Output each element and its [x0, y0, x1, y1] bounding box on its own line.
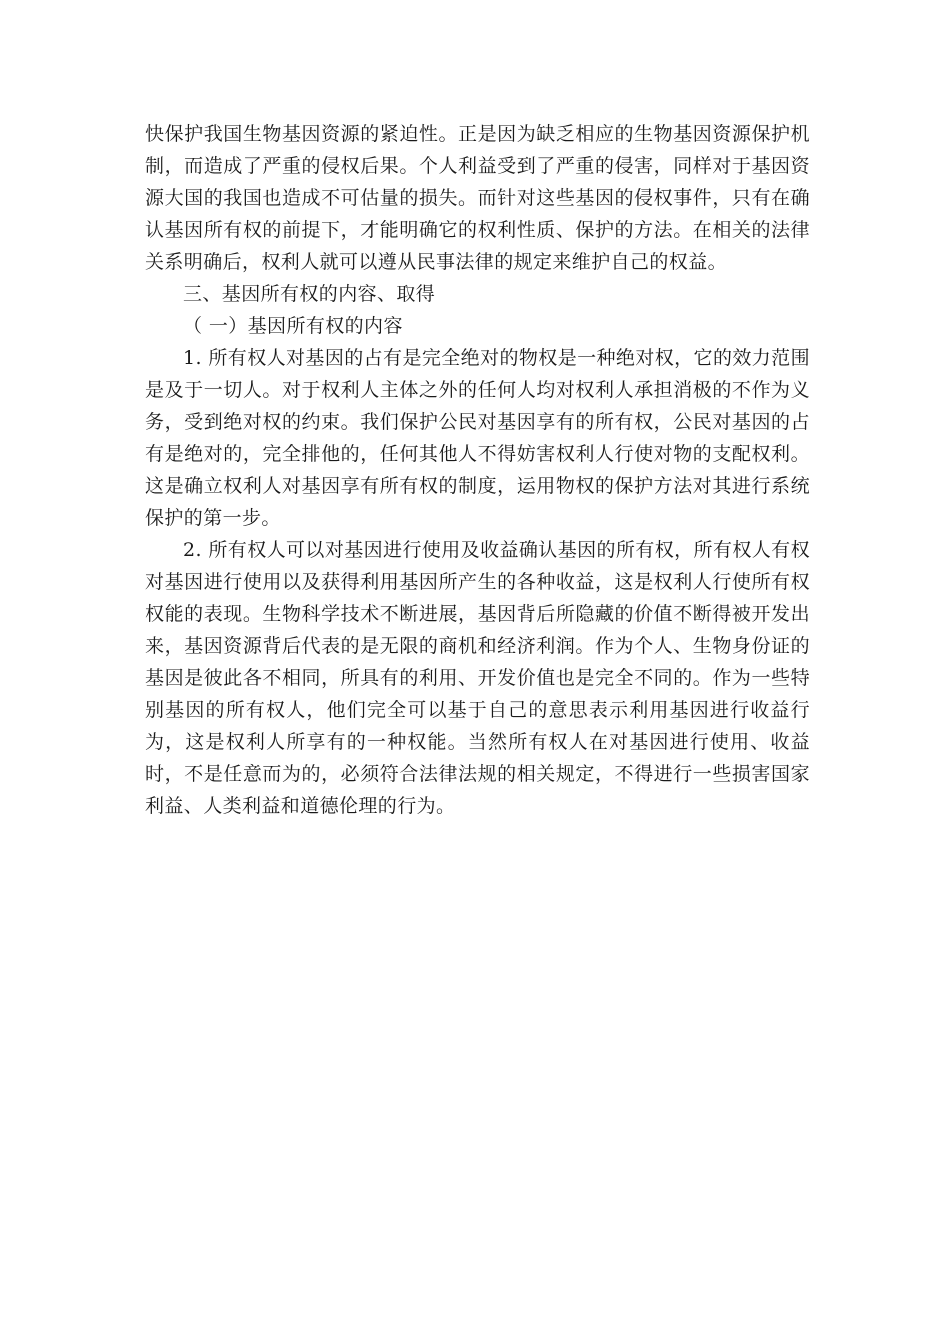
paragraph-item-1: 1. 所有权人对基因的占有是完全绝对的物权是一种绝对权，它的效力范围是及于一切人。对于权利人主体之外的任何人均对权利人承担消极的不作为义务，受到绝对权的约束。我们保护公民对基因享有的所有权，公民对基因的占有是绝对的，完全排他的，任何其他人不得妨害权利人行使对物的支配权利。这是确立权利人对基因享有所有权的制度，运用物权的保护方法对其进行系统保护的第一步。 — [145, 347, 810, 529]
subsection-heading: （ 一）基因所有权的内容 — [183, 315, 403, 337]
document-body — [145, 118, 810, 822]
paragraph-continued: 快保护我国生物基因资源的紧迫性。正是因为缺乏相应的生物基因资源保护机制，而造成了严重的侵权后果。个人利益受到了严重的侵害，同样对于基因资源大国的我国也造成不可估量的损失。而针对这些基因的侵权事件，只有在确认基因所有权的前提下，才能明确它的权利性质、保护的方法。在相关的法律关系明确后，权利人就可以遵从民事法律的规定来维护自己的权益。 — [145, 123, 810, 273]
paragraph-item-2: 2. 所有权人可以对基因进行使用及收益确认基因的所有权，所有权人有权对基因进行使用以及获得利用基因所产生的各种收益，这是权利人行使所有权权能的表现。生物科学技术不断进展，基因背后所隐藏的价值不断得被开发出来，基因资源背后代表的是无限的商机和经济利润。作为个人、生物身份证的基因是彼此各不相同，所具有的利用、开发价值也是完全不同的。作为一些特别基因的所有权人，他们完全可以基于自己的意思表示利用基因进行收益行为，这是权利人所享有的一种权能。当然所有权人在对基因进行使用、收益时，不是任意而为的，必须符合法律法规的相关规定，不得进行一些损害国家利益、人类利益和道德伦理的行为。 — [145, 539, 810, 817]
section-heading: 三、基因所有权的内容、取得 — [183, 283, 436, 305]
